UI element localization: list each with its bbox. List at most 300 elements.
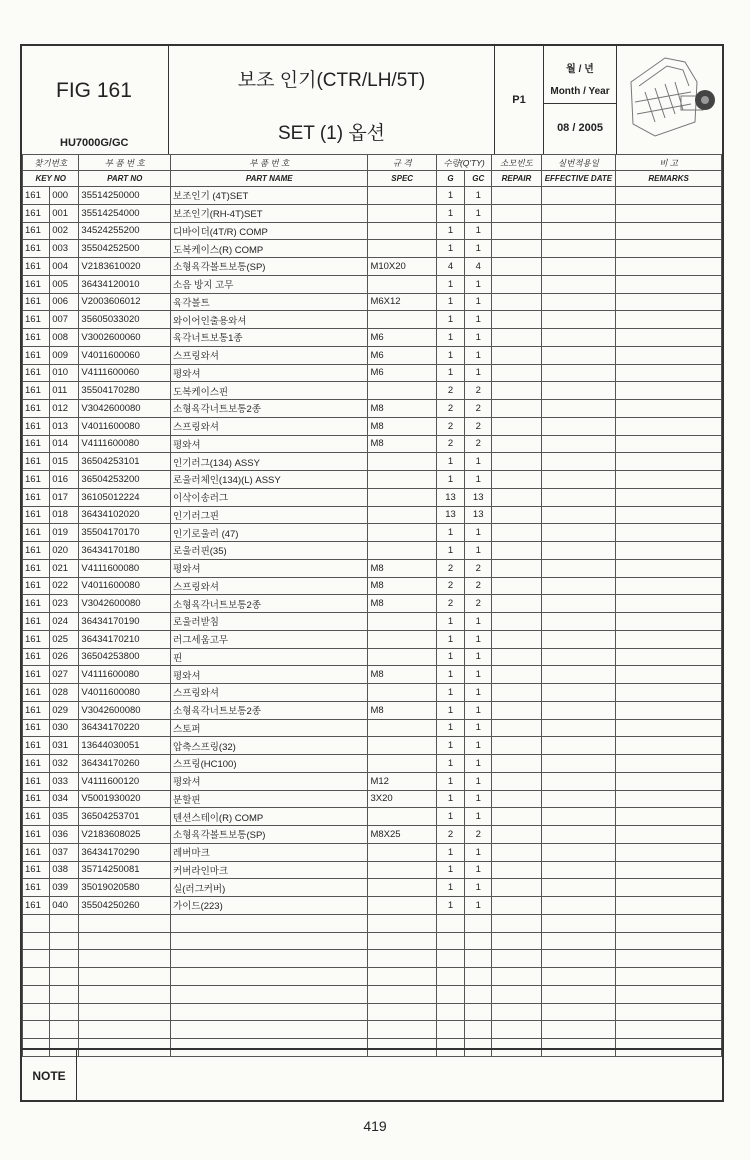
fig-cell: 161 — [23, 187, 50, 205]
effective-date-cell — [541, 755, 616, 773]
qty-g-cell: 1 — [436, 204, 464, 222]
table-row — [23, 595, 722, 613]
remarks-cell — [616, 293, 722, 311]
col-eff-kr: 실번적용일 — [541, 155, 616, 171]
effective-date-cell — [541, 329, 616, 347]
qty-g-cell: 1 — [436, 524, 464, 542]
remarks-cell — [616, 417, 722, 435]
repair-cell — [492, 666, 541, 684]
qty-gc-cell: 1 — [465, 666, 492, 684]
repair-cell — [492, 701, 541, 719]
table-row — [23, 737, 722, 755]
part-no-cell: 36434170220 — [79, 719, 171, 737]
key-no-cell: 030 — [50, 719, 79, 737]
qty-g-cell: 1 — [436, 346, 464, 364]
key-no-cell: 022 — [50, 577, 79, 595]
part-no-cell: 36434102020 — [79, 506, 171, 524]
part-name-cell: 소형육각너트보통2종 — [171, 701, 368, 719]
title-cell — [169, 46, 495, 154]
table-row — [23, 808, 722, 826]
remarks-cell — [616, 222, 722, 240]
part-name-cell: 소음 방지 고무 — [171, 275, 368, 293]
fig-cell: 161 — [23, 666, 50, 684]
part-no-cell: V2003606012 — [79, 293, 171, 311]
blank-row — [23, 932, 722, 950]
key-no-cell: 019 — [50, 524, 79, 542]
effective-date-cell — [541, 772, 616, 790]
table-row — [23, 382, 722, 400]
remarks-cell — [616, 311, 722, 329]
effective-date-cell — [541, 613, 616, 631]
repair-cell — [492, 417, 541, 435]
remarks-cell — [616, 595, 722, 613]
table-row — [23, 311, 722, 329]
effective-date-cell — [541, 204, 616, 222]
part-no-cell: 35504250260 — [79, 897, 171, 915]
part-no-cell: V2183608025 — [79, 826, 171, 844]
key-no-cell: 028 — [50, 684, 79, 702]
spec-cell: M8 — [368, 666, 436, 684]
repair-cell — [492, 559, 541, 577]
repair-cell — [492, 772, 541, 790]
key-no-cell: 036 — [50, 826, 79, 844]
table-row — [23, 542, 722, 560]
title-line-2: SET (1) 옵션 — [277, 123, 386, 144]
table-row — [23, 524, 722, 542]
qty-gc-cell: 13 — [465, 506, 492, 524]
spec-cell — [368, 684, 436, 702]
remarks-cell — [616, 488, 722, 506]
part-name-cell: 평와셔 — [171, 559, 368, 577]
qty-gc-cell: 1 — [465, 684, 492, 702]
effective-date-cell — [541, 258, 616, 276]
part-name-cell: 와이어인출용와셔 — [171, 311, 368, 329]
key-no-cell: 008 — [50, 329, 79, 347]
table-row — [23, 701, 722, 719]
part-name-cell: 소형육각볼트보통(SP) — [171, 258, 368, 276]
part-no-cell: 36434170180 — [79, 542, 171, 560]
remarks-cell — [616, 613, 722, 631]
part-name-cell: 육각너트보통1종 — [171, 329, 368, 347]
part-name-cell: 소형육각볼트보통(SP) — [171, 826, 368, 844]
key-no-cell: 003 — [50, 240, 79, 258]
part-no-cell: 36434120010 — [79, 275, 171, 293]
key-no-cell: 035 — [50, 808, 79, 826]
remarks-cell — [616, 524, 722, 542]
repair-cell — [492, 382, 541, 400]
table-row — [23, 293, 722, 311]
fig-cell: 161 — [23, 542, 50, 560]
col-key-kr: 찾기번호 — [23, 155, 79, 171]
spec-cell — [368, 630, 436, 648]
key-no-cell: 040 — [50, 897, 79, 915]
qty-g-cell: 1 — [436, 222, 464, 240]
qty-gc-cell: 1 — [465, 737, 492, 755]
qty-g-cell: 13 — [436, 488, 464, 506]
col-spec-kr: 규 격 — [368, 155, 436, 171]
table-row — [23, 364, 722, 382]
part-no-cell: 36434170260 — [79, 755, 171, 773]
qty-gc-cell: 2 — [465, 577, 492, 595]
fig-cell: 161 — [23, 790, 50, 808]
spec-cell: M8 — [368, 417, 436, 435]
fig-cell: 161 — [23, 772, 50, 790]
qty-gc-cell: 1 — [465, 311, 492, 329]
remarks-cell — [616, 382, 722, 400]
remarks-cell — [616, 240, 722, 258]
page-number: 419 — [363, 1118, 387, 1134]
part-no-cell: V4011600080 — [79, 684, 171, 702]
table-row — [23, 240, 722, 258]
part-no-cell: 36434170210 — [79, 630, 171, 648]
remarks-cell — [616, 897, 722, 915]
effective-date-cell — [541, 719, 616, 737]
fig-cell: 161 — [23, 559, 50, 577]
part-no-cell: 35514254000 — [79, 204, 171, 222]
qty-g-cell: 1 — [436, 293, 464, 311]
table-row — [23, 417, 722, 435]
fig-cell: 161 — [23, 808, 50, 826]
qty-g-cell: 1 — [436, 897, 464, 915]
qty-gc-cell: 1 — [465, 364, 492, 382]
repair-cell — [492, 329, 541, 347]
repair-cell — [492, 187, 541, 205]
remarks-cell — [616, 506, 722, 524]
qty-g-cell: 13 — [436, 506, 464, 524]
part-name-cell: 보조인기 (4T)SET — [171, 187, 368, 205]
qty-gc-cell: 1 — [465, 879, 492, 897]
qty-gc-cell: 2 — [465, 417, 492, 435]
part-no-cell: V4111600080 — [79, 435, 171, 453]
col-remarks-kr: 비 고 — [616, 155, 722, 171]
repair-cell — [492, 258, 541, 276]
machine-illustration — [617, 46, 722, 154]
remarks-cell — [616, 879, 722, 897]
key-no-cell: 033 — [50, 772, 79, 790]
col-remarks-en: REMARKS — [616, 171, 722, 187]
spec-cell: M8 — [368, 577, 436, 595]
part-no-cell: V4111600060 — [79, 364, 171, 382]
part-no-cell: 34524255200 — [79, 222, 171, 240]
effective-date-cell — [541, 684, 616, 702]
model-name: HU7000G/GC — [60, 137, 129, 149]
part-name-cell: 소형육각너트보통2종 — [171, 400, 368, 418]
table-row — [23, 648, 722, 666]
repair-cell — [492, 613, 541, 631]
fig-cell: 161 — [23, 222, 50, 240]
page-code: P1 — [512, 94, 526, 106]
key-no-cell: 009 — [50, 346, 79, 364]
qty-gc-cell: 1 — [465, 240, 492, 258]
qty-gc-cell: 2 — [465, 382, 492, 400]
key-no-cell: 005 — [50, 275, 79, 293]
fig-cell: 161 — [23, 311, 50, 329]
note-label: NOTE — [22, 1050, 77, 1102]
qty-g-cell: 1 — [436, 471, 464, 489]
part-name-cell: 인기러그(134) ASSY — [171, 453, 368, 471]
qty-g-cell: 1 — [436, 701, 464, 719]
part-no-cell: 35019020580 — [79, 879, 171, 897]
part-name-cell: 평와셔 — [171, 666, 368, 684]
effective-date-cell — [541, 275, 616, 293]
repair-cell — [492, 240, 541, 258]
part-no-cell: 35605033020 — [79, 311, 171, 329]
part-no-cell: V4011600080 — [79, 577, 171, 595]
repair-cell — [492, 719, 541, 737]
table-row — [23, 790, 722, 808]
qty-gc-cell: 4 — [465, 258, 492, 276]
key-no-cell: 010 — [50, 364, 79, 382]
remarks-cell — [616, 826, 722, 844]
key-no-cell: 038 — [50, 861, 79, 879]
table-row — [23, 258, 722, 276]
col-qty-gc: GC — [465, 171, 492, 187]
remarks-cell — [616, 843, 722, 861]
blank-row — [23, 1003, 722, 1021]
part-no-cell: V4111600080 — [79, 666, 171, 684]
repair-cell — [492, 471, 541, 489]
effective-date-cell — [541, 364, 616, 382]
remarks-cell — [616, 400, 722, 418]
key-no-cell: 017 — [50, 488, 79, 506]
fig-cell: 161 — [23, 719, 50, 737]
fig-cell: 161 — [23, 417, 50, 435]
fig-cell: 161 — [23, 506, 50, 524]
col-key-en: KEY NO — [23, 171, 79, 187]
qty-gc-cell: 1 — [465, 790, 492, 808]
part-name-cell: 인기로울러 (47) — [171, 524, 368, 542]
figure-number: FIG 161 — [56, 79, 132, 102]
qty-g-cell: 1 — [436, 666, 464, 684]
qty-g-cell: 1 — [436, 187, 464, 205]
table-row — [23, 826, 722, 844]
key-no-cell: 015 — [50, 453, 79, 471]
qty-gc-cell: 2 — [465, 826, 492, 844]
key-no-cell: 007 — [50, 311, 79, 329]
part-name-cell: 러그세움고무 — [171, 630, 368, 648]
qty-g-cell: 1 — [436, 879, 464, 897]
table-row — [23, 772, 722, 790]
qty-g-cell: 2 — [436, 417, 464, 435]
parts-table — [22, 154, 722, 1057]
spec-cell: M8X25 — [368, 826, 436, 844]
repair-cell — [492, 577, 541, 595]
key-no-cell: 025 — [50, 630, 79, 648]
fig-cell: 161 — [23, 488, 50, 506]
part-no-cell: 35504170170 — [79, 524, 171, 542]
repair-cell — [492, 843, 541, 861]
fig-cell: 161 — [23, 879, 50, 897]
part-name-cell: 로울러받침 — [171, 613, 368, 631]
fig-cell: 161 — [23, 240, 50, 258]
qty-g-cell: 1 — [436, 755, 464, 773]
fig-cell: 161 — [23, 346, 50, 364]
col-eff-en: EFFECTIVE DATE — [541, 171, 616, 187]
repair-cell — [492, 204, 541, 222]
blank-row — [23, 1021, 722, 1039]
key-no-cell: 024 — [50, 613, 79, 631]
table-row — [23, 630, 722, 648]
part-no-cell: 36504253800 — [79, 648, 171, 666]
spec-cell — [368, 382, 436, 400]
qty-g-cell: 4 — [436, 258, 464, 276]
key-no-cell: 029 — [50, 701, 79, 719]
qty-g-cell: 1 — [436, 808, 464, 826]
spec-cell — [368, 524, 436, 542]
col-repair-kr: 소모빈도 — [492, 155, 541, 171]
blank-row — [23, 950, 722, 968]
effective-date-cell — [541, 346, 616, 364]
table-row — [23, 719, 722, 737]
blank-row — [23, 914, 722, 932]
repair-cell — [492, 755, 541, 773]
remarks-cell — [616, 861, 722, 879]
effective-date-cell — [541, 630, 616, 648]
spec-cell — [368, 755, 436, 773]
effective-date-cell — [541, 542, 616, 560]
repair-cell — [492, 826, 541, 844]
effective-date-cell — [541, 897, 616, 915]
spec-cell: M6X12 — [368, 293, 436, 311]
fig-cell: 161 — [23, 204, 50, 222]
key-no-cell: 034 — [50, 790, 79, 808]
part-name-cell: 실(러그커버) — [171, 879, 368, 897]
effective-date-cell — [541, 311, 616, 329]
remarks-cell — [616, 453, 722, 471]
remarks-cell — [616, 329, 722, 347]
blank-row — [23, 985, 722, 1003]
qty-g-cell: 1 — [436, 542, 464, 560]
qty-gc-cell: 1 — [465, 275, 492, 293]
spec-cell — [368, 204, 436, 222]
key-no-cell: 039 — [50, 879, 79, 897]
qty-g-cell: 1 — [436, 240, 464, 258]
qty-g-cell: 1 — [436, 648, 464, 666]
table-row — [23, 666, 722, 684]
table-row — [23, 506, 722, 524]
date-label-kr: 월 / 년 — [566, 64, 594, 75]
spec-cell — [368, 897, 436, 915]
repair-cell — [492, 275, 541, 293]
qty-gc-cell: 1 — [465, 542, 492, 560]
table-row — [23, 861, 722, 879]
qty-gc-cell: 2 — [465, 400, 492, 418]
fig-cell: 161 — [23, 648, 50, 666]
date-label-en: Month / Year — [550, 86, 610, 97]
qty-gc-cell: 1 — [465, 471, 492, 489]
qty-gc-cell: 1 — [465, 222, 492, 240]
fig-cell: 161 — [23, 364, 50, 382]
spec-cell — [368, 648, 436, 666]
repair-cell — [492, 684, 541, 702]
repair-cell — [492, 790, 541, 808]
repair-cell — [492, 630, 541, 648]
key-no-cell: 027 — [50, 666, 79, 684]
part-name-cell: 도복케이스(R) COMP — [171, 240, 368, 258]
part-name-cell: 스프링와셔 — [171, 346, 368, 364]
qty-gc-cell: 1 — [465, 755, 492, 773]
part-no-cell: V3042600080 — [79, 701, 171, 719]
part-name-cell: 소형육각너트보통2종 — [171, 595, 368, 613]
part-no-cell: V3002600060 — [79, 329, 171, 347]
table-row — [23, 453, 722, 471]
effective-date-cell — [541, 701, 616, 719]
spec-cell — [368, 879, 436, 897]
repair-cell — [492, 595, 541, 613]
table-row — [23, 400, 722, 418]
qty-g-cell: 1 — [436, 364, 464, 382]
table-row — [23, 755, 722, 773]
fig-cell: 161 — [23, 293, 50, 311]
remarks-cell — [616, 666, 722, 684]
table-row — [23, 435, 722, 453]
table-row — [23, 577, 722, 595]
qty-g-cell: 1 — [436, 790, 464, 808]
effective-date-cell — [541, 471, 616, 489]
qty-gc-cell: 13 — [465, 488, 492, 506]
spec-cell: M8 — [368, 435, 436, 453]
col-part-no-kr: 부 품 번 호 — [79, 155, 171, 171]
part-name-cell: 로울러핀(35) — [171, 542, 368, 560]
remarks-cell — [616, 471, 722, 489]
parts-sheet — [20, 44, 724, 1102]
part-name-cell: 커버라인마크 — [171, 861, 368, 879]
remarks-cell — [616, 772, 722, 790]
repair-cell — [492, 879, 541, 897]
part-name-cell: 평와셔 — [171, 435, 368, 453]
key-no-cell: 020 — [50, 542, 79, 560]
spec-cell: M8 — [368, 701, 436, 719]
effective-date-cell — [541, 666, 616, 684]
repair-cell — [492, 222, 541, 240]
effective-date-cell — [541, 187, 616, 205]
remarks-cell — [616, 577, 722, 595]
spec-cell: M6 — [368, 346, 436, 364]
part-no-cell: 35714250081 — [79, 861, 171, 879]
combine-harvester-icon — [625, 52, 717, 144]
spec-cell — [368, 613, 436, 631]
qty-g-cell: 2 — [436, 826, 464, 844]
note-area — [22, 1048, 722, 1100]
spec-cell: M6 — [368, 329, 436, 347]
fig-cell: 161 — [23, 329, 50, 347]
spec-cell: M10X20 — [368, 258, 436, 276]
key-no-cell: 011 — [50, 382, 79, 400]
remarks-cell — [616, 258, 722, 276]
part-no-cell: 36504253701 — [79, 808, 171, 826]
part-name-cell: 압축스프링(32) — [171, 737, 368, 755]
repair-cell — [492, 648, 541, 666]
effective-date-cell — [541, 648, 616, 666]
qty-gc-cell: 2 — [465, 559, 492, 577]
effective-date-cell — [541, 382, 616, 400]
qty-g-cell: 1 — [436, 311, 464, 329]
qty-gc-cell: 2 — [465, 595, 492, 613]
qty-gc-cell: 1 — [465, 613, 492, 631]
qty-g-cell: 1 — [436, 719, 464, 737]
fig-cell: 161 — [23, 258, 50, 276]
fig-cell: 161 — [23, 861, 50, 879]
part-name-cell: 스프링(HC100) — [171, 755, 368, 773]
part-name-cell: 스프링와셔 — [171, 577, 368, 595]
remarks-cell — [616, 346, 722, 364]
table-row — [23, 204, 722, 222]
effective-date-cell — [541, 453, 616, 471]
part-no-cell: V2183610020 — [79, 258, 171, 276]
part-no-cell: 35504252500 — [79, 240, 171, 258]
part-name-cell: 이삭이송러그 — [171, 488, 368, 506]
fig-cell: 161 — [23, 382, 50, 400]
